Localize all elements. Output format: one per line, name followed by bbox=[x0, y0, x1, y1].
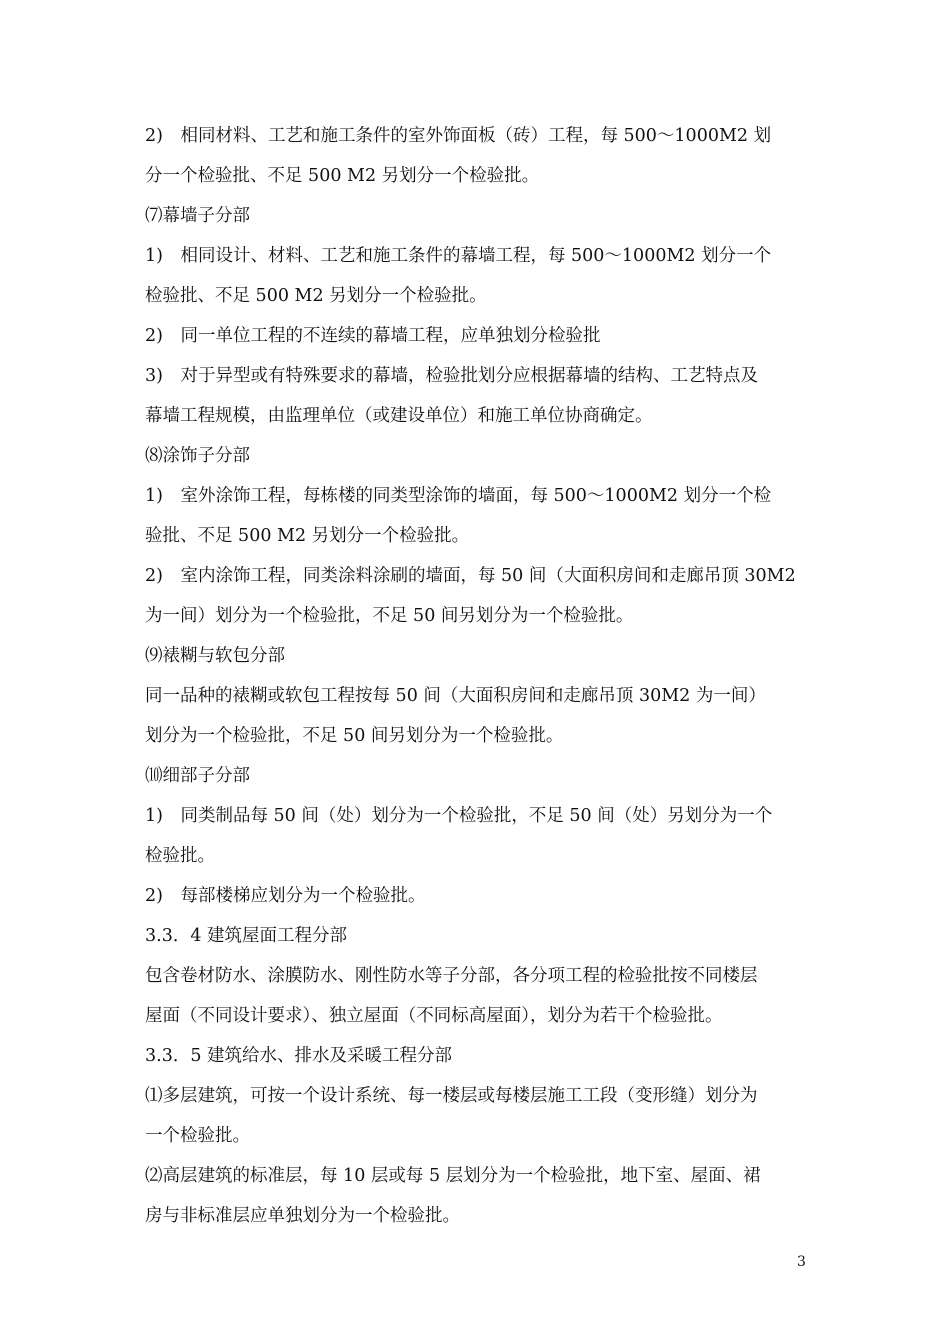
page-number: 3 bbox=[797, 1254, 806, 1270]
text-line: 屋面（不同设计要求）、独立屋面（不同标高屋面），划分为若干个检验批。 bbox=[145, 1006, 723, 1026]
text-line: 分一个检验批、不足 500 M2 另划分一个检验批。 bbox=[145, 166, 540, 186]
text-line: 检验批。 bbox=[145, 846, 215, 866]
section-heading: ⑻涂饰子分部 bbox=[145, 446, 250, 466]
document-body bbox=[145, 116, 810, 1236]
section-heading: 3.3．5 建筑给水、排水及采暖工程分部 bbox=[145, 1046, 453, 1066]
text-line: 为一间）划分为一个检验批，不足 50 间另划分为一个检验批。 bbox=[145, 606, 634, 626]
text-line: ⑵高层建筑的标准层，每 10 层或每 5 层划分为一个检验批，地下室、屋面、裙 bbox=[145, 1166, 761, 1186]
text-line: ⑴多层建筑，可按一个设计系统、每一楼层或每楼层施工工段（变形缝）划分为 bbox=[145, 1086, 758, 1106]
text-line: 2) 相同材料、工艺和施工条件的室外饰面板（砖）工程，每 500～1000M2 划 bbox=[145, 126, 772, 146]
section-heading: ⑺幕墙子分部 bbox=[145, 206, 250, 226]
text-line: 一个检验批。 bbox=[145, 1126, 250, 1146]
text-line: 1) 相同设计、材料、工艺和施工条件的幕墙工程，每 500～1000M2 划分一个 bbox=[145, 246, 772, 266]
section-heading: 3.3．4 建筑屋面工程分部 bbox=[145, 926, 348, 946]
text-line: 同一品种的裱糊或软包工程按每 50 间（大面积房间和走廊吊顶 30M2 为一间） bbox=[145, 686, 766, 706]
text-line: 检验批、不足 500 M2 另划分一个检验批。 bbox=[145, 286, 487, 306]
text-line: 2) 室内涂饰工程，同类涂料涂刷的墙面，每 50 间（大面积房间和走廊吊顶 30M2 bbox=[145, 566, 796, 586]
text-line: 划分为一个检验批，不足 50 间另划分为一个检验批。 bbox=[145, 726, 564, 746]
text-line: 2) 每部楼梯应划分为一个检验批。 bbox=[145, 886, 426, 906]
text-line: 3) 对于异型或有特殊要求的幕墙，检验批划分应根据幕墙的结构、工艺特点及 bbox=[145, 366, 758, 386]
text-line: 2) 同一单位工程的不连续的幕墙工程，应单独划分检验批 bbox=[145, 326, 601, 346]
text-line: 验批、不足 500 M2 另划分一个检验批。 bbox=[145, 526, 470, 546]
text-line: 房与非标准层应单独划分为一个检验批。 bbox=[145, 1206, 460, 1226]
text-line: 1) 室外涂饰工程，每栋楼的同类型涂饰的墙面，每 500～1000M2 划分一个检 bbox=[145, 486, 772, 506]
text-line: 幕墙工程规模，由监理单位（或建设单位）和施工单位协商确定。 bbox=[145, 406, 653, 426]
text-line: 1) 同类制品每 50 间（处）划分为一个检验批，不足 50 间（处）另划分为一个 bbox=[145, 806, 773, 826]
section-heading: ⑼裱糊与软包分部 bbox=[145, 646, 285, 666]
section-heading: ⑽细部子分部 bbox=[145, 766, 250, 786]
text-line: 包含卷材防水、涂膜防水、刚性防水等子分部，各分项工程的检验批按不同楼层 bbox=[145, 966, 758, 986]
